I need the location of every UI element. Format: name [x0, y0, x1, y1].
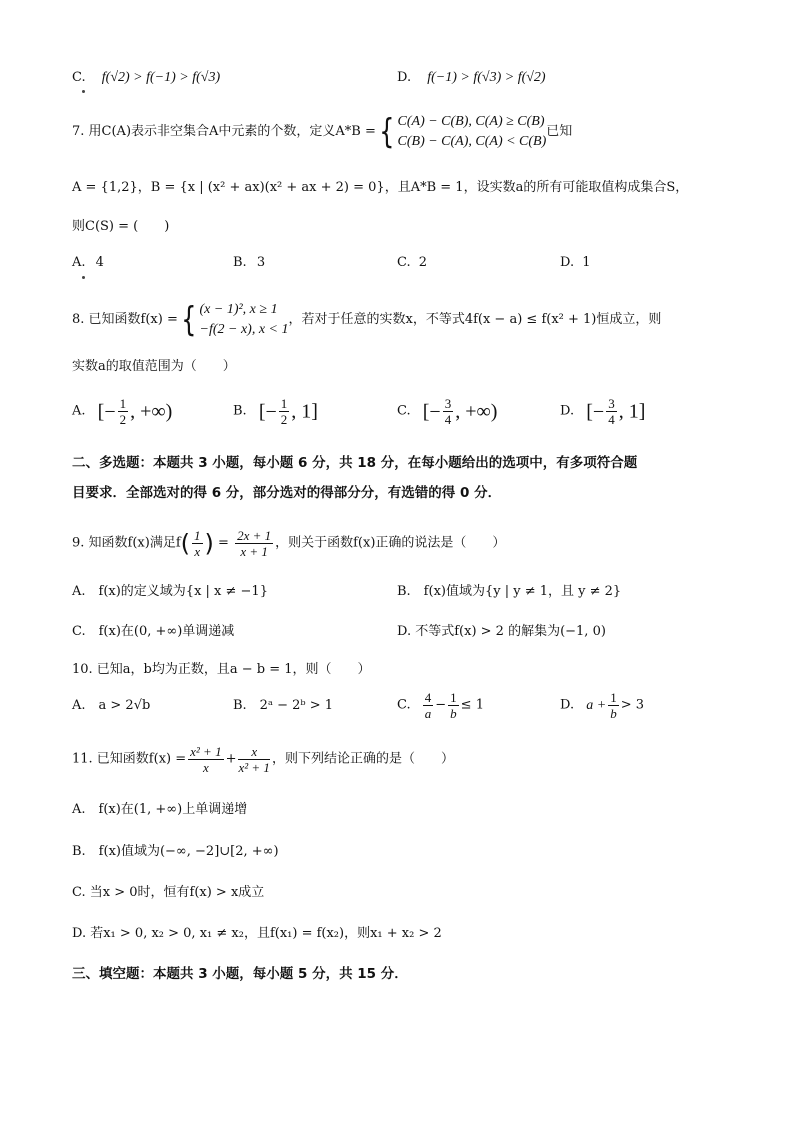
option-label: D.	[560, 697, 575, 713]
interval-right: , +∞)	[455, 400, 498, 423]
q7-stem-text: 7. 用C(A)表示非空集合A中元素的个数，定义A*B =	[72, 124, 376, 139]
q8-stem	[72, 300, 661, 340]
option-text: 3	[256, 255, 266, 270]
q8-option-a	[72, 396, 172, 427]
option-expression: f(√2) > f(−1) > f(√3)	[101, 70, 221, 85]
fraction-rhs: $\frac{2x + 1}{x + 1}$	[237, 528, 272, 559]
q11-option-c: C. 当x > 0时，恒有f(x) > x成立	[72, 885, 265, 900]
q9-stem-tail: ，则关于函数f(x)正确的说法是（ ）	[275, 535, 506, 551]
q7-stem-tail: 已知	[546, 124, 573, 139]
left-brace: {	[379, 112, 395, 152]
q10-option-c	[397, 690, 484, 721]
case-2: C(B) − C(A), C(A) < C(B)	[397, 134, 547, 149]
option-label: D.	[560, 255, 575, 270]
option-expression: f(−1) > f(√3) > f(√2)	[427, 70, 546, 85]
q8-option-d	[560, 396, 645, 427]
q9-option-a: A. f(x)的定义域为{x | x ≠ −1}	[72, 584, 268, 599]
option-label: C.	[72, 70, 86, 85]
q7-option-b	[233, 253, 265, 273]
q7-option-d	[560, 253, 591, 273]
option-label: C.	[397, 255, 411, 270]
case-1: (x − 1)², x ≥ 1	[199, 302, 278, 317]
fraction: $\frac{x}{\text{x² + 1}}$	[238, 744, 270, 775]
option-label: C.	[397, 403, 411, 419]
option-text: 4	[95, 255, 104, 270]
q8-cases	[200, 300, 289, 340]
option-label: A.	[72, 403, 86, 419]
interval-left: [−	[586, 400, 605, 423]
interval-right: , 1]	[618, 400, 646, 423]
q9-stem	[72, 528, 505, 559]
interval-right: , 1]	[291, 400, 318, 423]
fraction: $\frac{3}{4}$	[608, 396, 615, 427]
option-label: A.	[72, 255, 86, 270]
option-tail: > 3	[620, 697, 644, 713]
q9-option-c: C. f(x)在(0, +∞)单调递减	[72, 624, 235, 639]
q7-cases	[398, 112, 547, 152]
fraction: $\frac{\text{x² + 1}}{x}$	[190, 744, 222, 775]
fraction: $\frac{1}{b}$	[610, 690, 617, 721]
minus: −	[435, 697, 447, 713]
option-label: D.	[560, 403, 575, 419]
fraction: $\frac{3}{4}$	[444, 396, 452, 427]
section-3-heading: 三、填空题：本题共 3 小题，每小题 5 分，共 15 分．	[72, 966, 408, 982]
option-text: 2	[418, 255, 428, 270]
fraction: $\frac{1}{2}$	[119, 396, 127, 427]
q10-option-b: B. 2ᵃ − 2ᵇ > 1	[233, 698, 334, 713]
interval-right: , +∞)	[130, 400, 173, 423]
fraction: $\frac{1}{b}$	[450, 690, 457, 721]
q9-stem-text: 9. 知函数f(x)满足f	[72, 535, 181, 551]
interval-left: [−	[422, 400, 441, 423]
interval-left: [−	[97, 400, 116, 423]
q7-stem	[72, 112, 572, 152]
fraction: $\frac{4}{a}$	[424, 690, 432, 721]
right-paren: )	[204, 529, 214, 558]
fraction: $\frac{1}{2}$	[280, 396, 288, 427]
stray-mark	[82, 90, 85, 93]
option-label: C.	[397, 697, 411, 713]
q8-option-b	[233, 396, 318, 427]
option-label: B.	[233, 403, 247, 419]
option-head: a +	[586, 697, 607, 713]
q6-option-d	[397, 68, 546, 88]
option-text: 1	[582, 255, 591, 270]
q8-line-2: 实数a的取值范围为（ ）	[72, 359, 236, 374]
q9-option-d: D. 不等式f(x) > 2 的解集为(−1, 0)	[397, 624, 606, 639]
case-1: C(A) − C(B), C(A) ≥ C(B)	[397, 114, 545, 129]
q8-option-c	[397, 396, 497, 427]
q8-stem-text: 8. 已知函数f(x) =	[72, 312, 178, 327]
q11-stem	[72, 744, 454, 775]
q7-line-2: A = {1,2}，B = {x | (x² + ax)(x² + ax + 2) = 0}，且A*B = 1，设实数a的所有可能取值构成集合S，	[72, 180, 689, 195]
case-2: −f(2 − x), x < 1	[199, 322, 289, 337]
option-tail: ≤ 1	[460, 697, 484, 713]
left-paren: (	[180, 529, 191, 558]
interval-left: [−	[258, 400, 277, 423]
q7-line-3: 则C(S) = ( )	[72, 219, 170, 234]
option-label: D.	[397, 70, 412, 85]
equals: =	[218, 535, 229, 551]
q7-option-a	[72, 253, 104, 273]
fraction-arg: $\frac{1}{x}$	[194, 528, 201, 559]
q10-option-a: A. a > 2√b	[72, 698, 151, 713]
option-label: B.	[233, 255, 247, 270]
stray-mark	[82, 276, 85, 279]
q11-stem-tail: ，则下列结论正确的是（ ）	[271, 751, 454, 767]
q7-option-c	[397, 253, 427, 273]
section-2-heading: 二、多选题：本题共 3 小题，每小题 6 分，共 18 分，在每小题给出的选项中，有多项符合题	[72, 455, 638, 471]
q9-option-b: B. f(x)值域为{y | y ≠ 1，且 y ≠ 2}	[397, 584, 622, 599]
q8-stem-tail: ，若对于任意的实数x，不等式4f(x − a) ≤ f(x² + 1)恒成立，则	[288, 312, 662, 327]
q11-option-a: A. f(x)在(1, +∞)上单调递增	[72, 802, 248, 817]
section-2-heading-cont: 目要求．全部选对的得 6 分，部分选对的得部分分，有选错的得 0 分．	[72, 485, 502, 501]
q11-option-b: B. f(x)值域为(−∞, −2]∪[2, +∞)	[72, 844, 279, 859]
q6-option-c	[72, 68, 220, 88]
q10-stem: 10. 已知a，b均为正数，且a − b = 1，则（ ）	[72, 662, 371, 677]
plus: +	[225, 751, 237, 767]
q11-stem-text: 11. 已知函数f(x) =	[72, 751, 187, 767]
q11-option-d: D. 若x₁ > 0, x₂ > 0, x₁ ≠ x₂，且f(x₁) = f(x₂)，则x₁ + x₂ > 2	[72, 926, 442, 941]
left-brace: {	[181, 300, 197, 340]
q10-option-d	[560, 690, 644, 721]
